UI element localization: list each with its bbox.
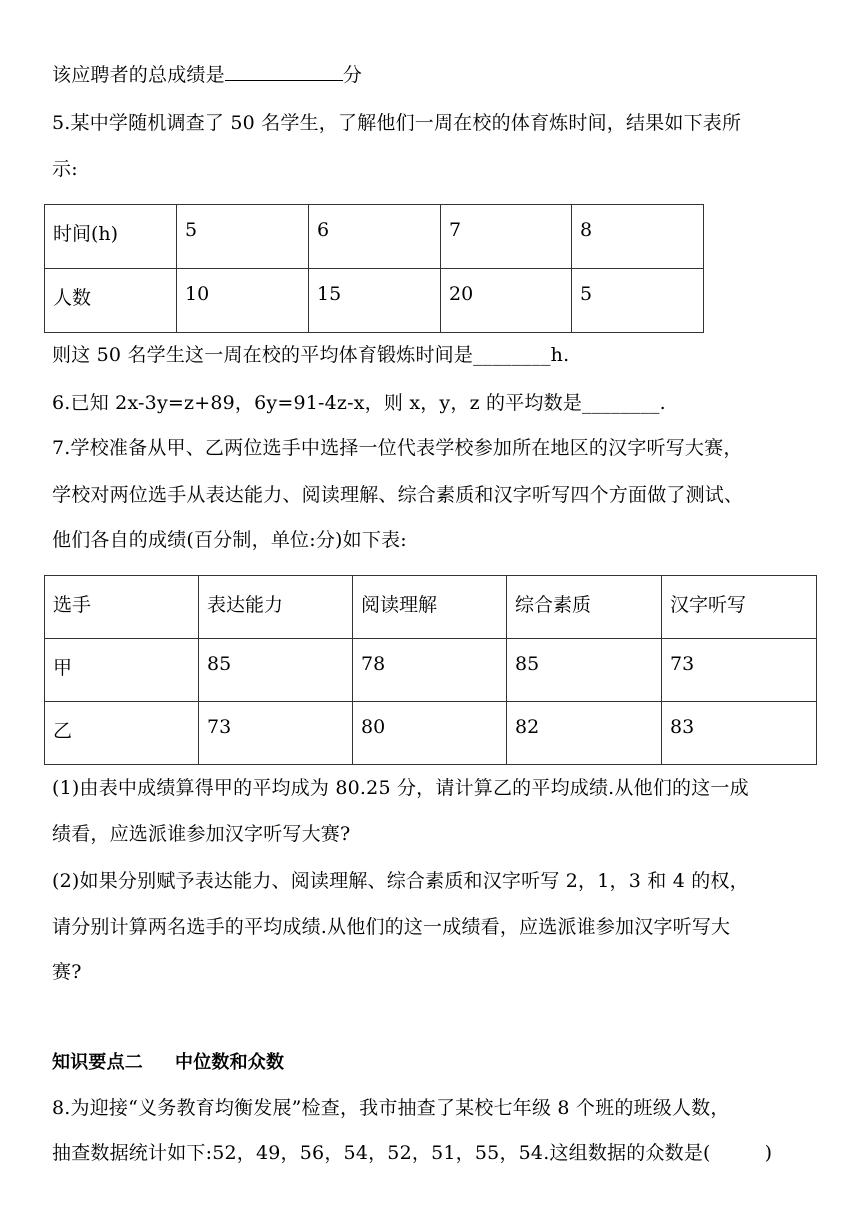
question-8-line-1: 8.为迎接“义务教育均衡发展”检查，我市抽查了某校七年级 8 个班的班级人数， bbox=[52, 1097, 730, 1119]
table-cell: 73 bbox=[199, 702, 353, 765]
table-cell: 选手 bbox=[45, 576, 199, 639]
question-7-line-3: 他们各自的成绩(百分制，单位:分)如下表: bbox=[52, 529, 407, 551]
question-5-line-2: 示: bbox=[52, 158, 78, 180]
total-score-prompt: 该应聘者的总成绩是 bbox=[52, 64, 225, 86]
table-cell: 人数 bbox=[45, 269, 177, 333]
table-cell: 阅读理解 bbox=[353, 576, 507, 639]
table-cell: 82 bbox=[507, 702, 662, 765]
section-label: 知识要点二 bbox=[52, 1052, 143, 1073]
question-7-part-1-line-1: (1)由表中成绩算得甲的平均成为 80.25 分，请计算乙的平均成绩.从他们的这一成 bbox=[52, 777, 749, 799]
question-6: 6.已知 2x-3y=z+89，6y=91-4z-x，则 x，y，z 的平均数是________. bbox=[52, 392, 666, 414]
question-7-line-1: 7.学校准备从甲、乙两位选手中选择一位代表学校参加所在地区的汉字听写大赛， bbox=[52, 437, 743, 459]
table-cell: 10 bbox=[177, 269, 309, 333]
table-cell: 综合素质 bbox=[507, 576, 662, 639]
table-cell: 85 bbox=[507, 639, 662, 702]
table-cell: 7 bbox=[441, 205, 572, 269]
table-row bbox=[45, 576, 817, 639]
table-cell: 73 bbox=[662, 639, 817, 702]
question-7-part-2-line-2: 请分别计算两名选手的平均成绩.从他们的这一成绩看，应选派谁参加汉字听写大 bbox=[52, 916, 731, 938]
question-7-part-2-line-3: 赛? bbox=[52, 961, 82, 983]
table-cell: 85 bbox=[199, 639, 353, 702]
table-cell: 汉字听写 bbox=[662, 576, 817, 639]
question-8-text: 抽查数据统计如下:52，49，56，54，52，51，55，54.这组数据的众数是( bbox=[52, 1142, 711, 1164]
table-cell: 83 bbox=[662, 702, 817, 765]
question-8-close-paren: ) bbox=[764, 1142, 773, 1164]
table-row bbox=[45, 639, 817, 702]
table-cell: 5 bbox=[177, 205, 309, 269]
question-5-line-1: 5.某中学随机调查了 50 名学生，了解他们一周在校的体育炼时间，结果如下表所 bbox=[52, 112, 742, 134]
table-row bbox=[45, 702, 817, 765]
question-7-part-1-line-2: 绩看，应选派谁参加汉字听写大赛? bbox=[52, 823, 351, 845]
question-5-answer-line bbox=[52, 343, 569, 367]
line-total-score bbox=[52, 62, 362, 87]
question-8-line-2 bbox=[52, 1141, 772, 1165]
table-row bbox=[45, 205, 704, 269]
contestant-score-table bbox=[44, 575, 817, 765]
question-7-part-2-line-1: (2)如果分别赋予表达能力、阅读理解、综合素质和汉字听写 2，1，3 和 4 的权， bbox=[52, 870, 749, 892]
question-7-line-2: 学校对两位选手从表达能力、阅读理解、综合素质和汉字听写四个方面做了测试、 bbox=[52, 484, 744, 506]
answer-blank bbox=[225, 62, 343, 81]
table-cell: 15 bbox=[309, 269, 441, 333]
table-cell: 表达能力 bbox=[199, 576, 353, 639]
table-cell: 5 bbox=[572, 269, 704, 333]
table-cell: 6 bbox=[309, 205, 441, 269]
answer-blank: ________ bbox=[473, 344, 551, 366]
table-cell: 78 bbox=[353, 639, 507, 702]
table-cell: 甲 bbox=[45, 639, 199, 702]
table-cell: 8 bbox=[572, 205, 704, 269]
table-cell: 时间(h) bbox=[45, 205, 177, 269]
table-cell: 乙 bbox=[45, 702, 199, 765]
exercise-time-table bbox=[44, 204, 704, 333]
total-score-unit: 分 bbox=[342, 64, 363, 86]
section-heading bbox=[52, 1051, 284, 1075]
section-name: 中位数和众数 bbox=[175, 1052, 285, 1073]
table-row bbox=[45, 269, 704, 333]
average-time-prompt: 则这 50 名学生这一周在校的平均体育锻炼时间是 bbox=[52, 344, 474, 366]
table-cell: 20 bbox=[441, 269, 572, 333]
average-time-unit: h. bbox=[550, 344, 570, 366]
table-cell: 80 bbox=[353, 702, 507, 765]
